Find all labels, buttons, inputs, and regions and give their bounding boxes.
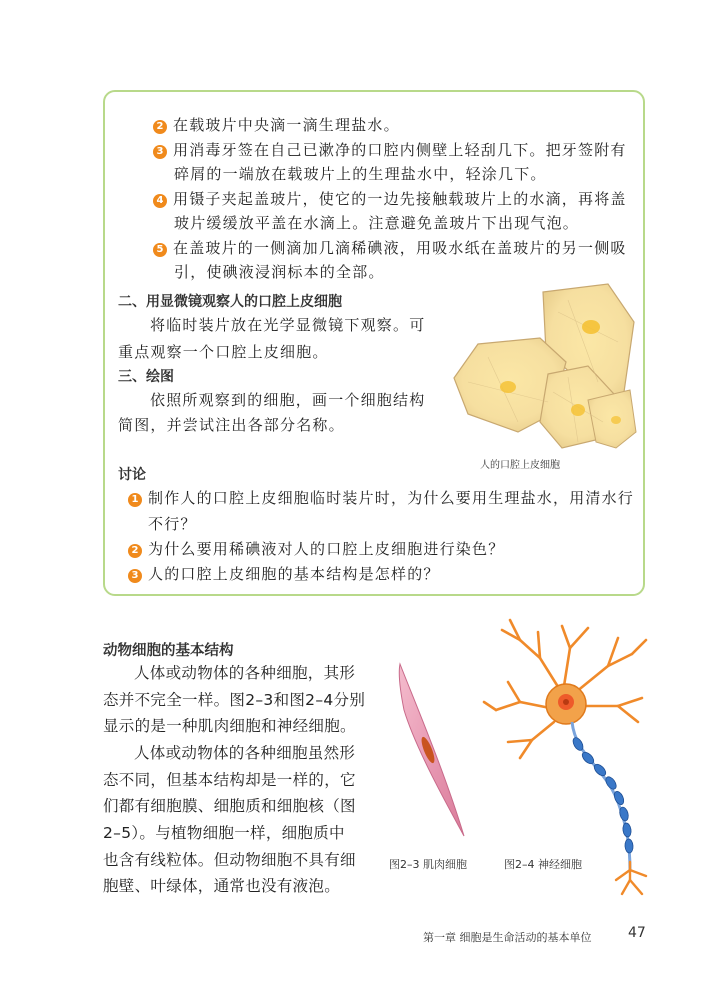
step-2 — [153, 113, 400, 137]
step-text: 碎屑的一端放在载玻片上的生理盐水中，轻涂几下。 — [174, 165, 547, 183]
neuron-caption: 图2–4 神经细胞 — [504, 858, 582, 871]
step-text: 在载玻片中央滴一滴生理盐水。 — [173, 116, 400, 134]
step-4 — [153, 187, 627, 211]
section-2-heading: 二、用显微镜观察人的口腔上皮细胞 — [118, 294, 342, 310]
step-5-cont — [174, 260, 385, 284]
discussion-text: 制作人的口腔上皮细胞临时装片时，为什么要用生理盐水，用清水行 — [148, 489, 635, 507]
section-2-line-2: 重点观察一个口腔上皮细胞。 — [118, 343, 329, 361]
step-text: 在盖玻片的一侧滴加几滴稀碘液，用吸水纸在盖玻片的另一侧吸 — [173, 239, 627, 257]
step-number-badge: 3 — [153, 145, 167, 159]
discussion-text: 人的口腔上皮细胞的基本结构是怎样的？ — [148, 565, 440, 583]
discussion-item-1 — [128, 486, 634, 510]
step-text: 用镊子夹起盖玻片，使它的一边先接触载玻片上的水滴，再将盖 — [173, 190, 627, 208]
step-number-badge: 5 — [153, 243, 167, 257]
footer-chapter: 第一章 细胞是生命活动的基本单位 — [423, 931, 592, 944]
page-number: 47 — [628, 925, 646, 941]
section-3-heading: 三、绘图 — [118, 369, 174, 385]
step-text: 引，使碘液浸润标本的全部。 — [174, 263, 385, 281]
discussion-number-badge: 2 — [128, 544, 142, 558]
cheek-cell-photo — [448, 282, 638, 450]
discussion-item-1-cont — [148, 512, 197, 536]
body-line: 胞壁、叶绿体，通常也没有液泡。 — [103, 877, 341, 895]
step-text: 玻片缓缓放平盖在水滴上。注意避免盖玻片下出现气泡。 — [174, 214, 580, 232]
discussion-item-2 — [128, 537, 504, 561]
section-2-line-1: 将临时装片放在光学显微镜下观察。可 — [150, 316, 426, 334]
section-title: 动物细胞的基本结构 — [103, 643, 234, 659]
muscle-cell-illustration — [392, 660, 472, 840]
discussion-text: 为什么要用稀碘液对人的口腔上皮细胞进行染色？ — [148, 540, 505, 558]
discussion-text: 不行？ — [148, 515, 197, 533]
step-text: 用消毒牙签在自己已漱净的口腔内侧壁上轻刮几下。把牙签附有 — [173, 141, 627, 159]
discussion-item-3 — [128, 562, 440, 586]
body-line: 人体或动物体的各种细胞虽然形 — [134, 744, 356, 762]
discussion-heading: 讨论 — [118, 467, 146, 483]
body-line: 人体或动物体的各种细胞，其形 — [134, 664, 356, 682]
body-line: 显示的是一种肌肉细胞和神经细胞。 — [103, 717, 356, 735]
step-3 — [153, 138, 627, 162]
cheek-cell-photo-caption: 人的口腔上皮细胞 — [480, 460, 560, 471]
step-3-cont — [174, 162, 547, 186]
body-line: 们都有细胞膜、细胞质和细胞核（图 — [103, 797, 356, 815]
body-line: 态并不完全一样。图2–3和图2–4分别 — [103, 691, 366, 709]
discussion-number-badge: 3 — [128, 569, 142, 583]
body-line: 2–5）。与植物细胞一样，细胞质中 — [103, 824, 345, 842]
body-line: 态不同，但基本结构却是一样的，它 — [103, 771, 356, 789]
muscle-cell-caption: 图2–3 肌肉细胞 — [389, 858, 467, 871]
step-5 — [153, 236, 627, 260]
discussion-number-badge: 1 — [128, 493, 142, 507]
section-3-line-2: 简图，并尝试注出各部分名称。 — [118, 416, 345, 434]
step-4-cont — [174, 211, 579, 235]
body-line: 也含有线粒体。但动物细胞不具有细 — [103, 851, 356, 869]
step-number-badge: 2 — [153, 120, 167, 134]
step-number-badge: 4 — [153, 194, 167, 208]
section-3-line-1: 依照所观察到的细胞，画一个细胞结构 — [150, 391, 426, 409]
